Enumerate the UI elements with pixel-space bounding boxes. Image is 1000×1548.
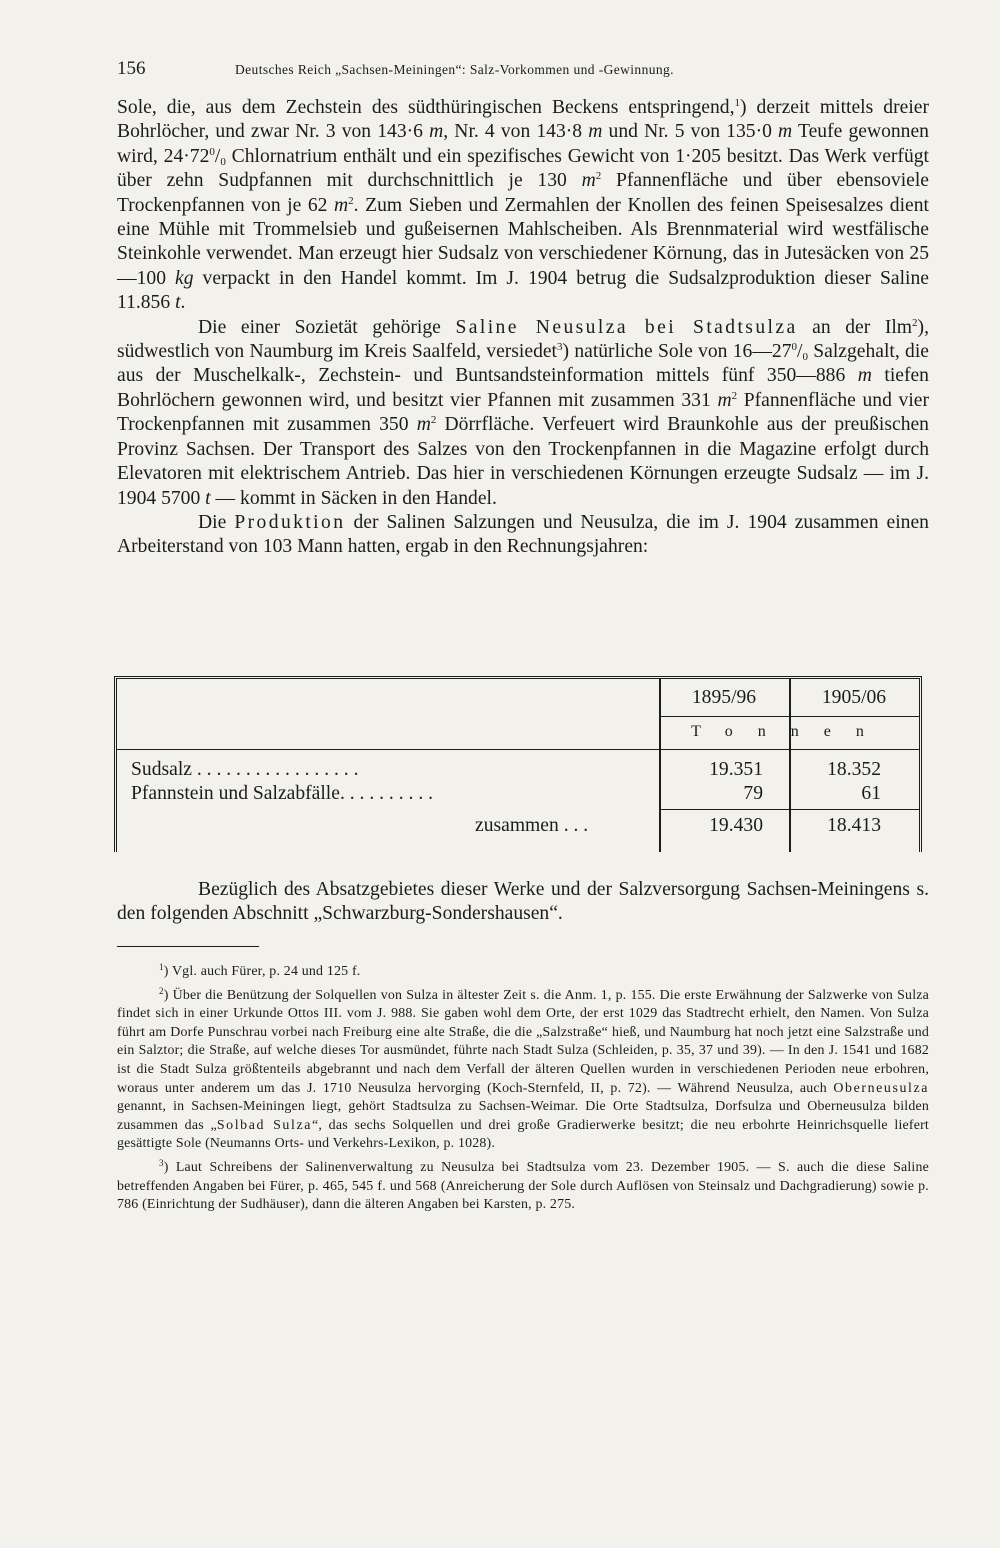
- paragraph-saline-salzungen: Sole, die, aus dem Zechstein des südthüringischen Beckens entspringend,$^1$) derzeit mittels dreier Bohrlöcher, und zwar Nr. 3 von 143·6 m, Nr. 4 von 143·8 m und Nr. 5 von 135·0 m Teufe gewonnen wird, $24\cdot 72^0/_0$ Chlornatrium enthält und ein spezifisches Gewicht von 1·205 besitzt. Das Werk verfügt über zehn Sudpfannen mit durchschnittlich je 130 $m^2$ Pfannenfläche und über ebensoviele Trockenpfannen von je 62 $m^2$. Zum Sieben und Zermahlen der Knollen des feinen Speisesalzes dient eine Mühle mit Trommelsieb und gußeisernen Mahlscheiben. Als Brennmaterial wird westfälische Steinkohle verwendet. Man erzeugt hier Sudsalz von verschiedener Körnung, das in Jutesäcken von 25—100 kg verpackt in den Handel kommt. Im J. 1904 betrug die Sudsalzproduktion dieser Saline 11.856 t.: [117, 97, 929, 314]
- cell-pfannstein-1895: 79: [743, 783, 763, 804]
- row-label-sudsalz: Sudsalz . . . . . . . . . . . . . . . . .: [131, 759, 359, 780]
- running-header: [117, 58, 922, 86]
- footnote-3: $^3$) Laut Schreibens der Salinenverwaltung zu Neusulza bei Stadtsulza vom 23. Dezember 1905. — S. auch die diese Saline betreffenden Angaben bei Fürer, p. 465, 545 f. und 568 (Anreicherung der Sole durch Auflösen von Steinsalz und Dachgradierung) sowie p. 786 (Einrichtung der Sudhäuser), dann die älteren Angaben bei Karsten, p. 275.: [117, 1157, 929, 1213]
- cell-pfannstein-1905: 61: [861, 783, 881, 804]
- unit-label: Tonnen: [691, 723, 889, 740]
- running-title: Deutsches Reich „Sachsen-Meiningen“: Salz-Vorkommen und -Gewinnung.: [235, 62, 674, 77]
- closing-paragraph: Bezüglich des Absatzgebietes dieser Werke und der Salzversorgung Sachsen-Meiningens s. den folgenden Abschnitt „Schwarzburg-Sondershausen“.: [117, 879, 929, 925]
- cell-total-1895: 19.430: [709, 815, 763, 836]
- footnote-divider: [117, 946, 259, 947]
- cell-sudsalz-1905: 18.352: [827, 759, 881, 780]
- cell-total-1905: 18.413: [827, 815, 881, 836]
- footnotes: [117, 963, 929, 1215]
- paragraph-produktion: Die Produktion der Salinen Salzungen und Neusulza, die im J. 1904 zusammen einen Arbeiterstand von 103 Mann hatten, ergab in den Rechnungsjahren:: [117, 511, 929, 558]
- column-header-1895: 1895/96: [691, 687, 757, 708]
- footnote-ref-2[interactable]: 2: [912, 316, 918, 329]
- footnote-ref-3[interactable]: 3: [557, 341, 563, 354]
- body-text: [117, 96, 929, 560]
- production-table: [114, 676, 922, 852]
- footnote-2: $^2$) Über die Benützung der Solquellen von Sulza in ältester Zeit s. die Anm. 1, p. 155. Die erste Erwähnung der Salzwerke von Sulza findet sich in einer Urkunde Ottos III. vom J. 988. Sie gaben wohl dem Orte, der erst 1029 das Stadtrecht erhielt, den Namen. Von Sulza führt am Dorfe Punschrau vorbei nach Freiburg eine alte Straße, die die „Salzstraße“ hieß, und Naumburg hat noch jetzt eine Salzstraße und ein Salztor; die Straße, auf welche dieses Tor ausmündet, führte nach Stadt Sulza (Schleiden, p. 35, 37 und 39). — In den J. 1541 und 1682 ist die Stadt Sulza größtenteils abgebrannt und nach dem Verfall der älteren Quellen wurden in verschiedenen Perioden neue erbohren, woraus unter anderem um das J. 1710 Neusulza hervorging (Koch-Sternfeld, II, p. 72). — Während Neusulza, auch Oberneusulza genannt, in Sachsen-Meiningen liegt, gehört Stadtsulza zu Sachsen-Weimar. Die Orte Stadtsulza, Dorfsulza und Oberneusulza bilden zusammen das „Solbad Sulza“, das sechs Solquellen und drei große Gradierwerke besitzt; die neu erbohrte Heinrichsquelle liefert gesättigte Sole (Neumanns Orts- und Verkehrs-Lexikon, p. 1028).: [117, 985, 929, 1152]
- cell-sudsalz-1895: 19.351: [709, 759, 763, 780]
- paragraph-saline-neusulza: Die einer Sozietät gehörige Saline Neusulza bei Stadtsulza an der Ilm$^2$), südwestlich von Naumburg im Kreis Saalfeld, versiedet$^3$) natürliche Sole von $16—27^0/_0$ Salzgehalt, die aus der Muschelkalk-, Zechstein- und Buntsandsteinformation mittels fünf 350—886 m tiefen Bohrlöchern gewonnen wird, und besitzt vier Pfannen mit zusammen 331 $m^2$ Pfannenfläche und vier Trockenpfannen mit zusammen 350 $m^2$ Dörrfläche. Verfeuert wird Braunkohle aus der preußischen Provinz Sachsen. Der Transport des Salzes von den Trockenpfannen in die Magazine erfolgt durch Elevatoren mit elektrischem Antrieb. Das hier in verschiedenen Körnungen erzeugte Sudsalz — im J. 1904 5700 t — kommt in Säcken in den Handel.: [117, 316, 929, 509]
- row-label-pfannstein: Pfannstein und Salzabfälle. . . . . . . . . .: [131, 783, 434, 804]
- page-number: 156: [117, 58, 146, 79]
- column-header-1905: 1905/06: [821, 687, 887, 708]
- total-label: zusammen . . .: [475, 815, 589, 836]
- footnote-1: $^1$) Vgl. auch Fürer, p. 24 und 125 f.: [159, 962, 361, 979]
- footnote-ref-1[interactable]: 1: [734, 97, 740, 109]
